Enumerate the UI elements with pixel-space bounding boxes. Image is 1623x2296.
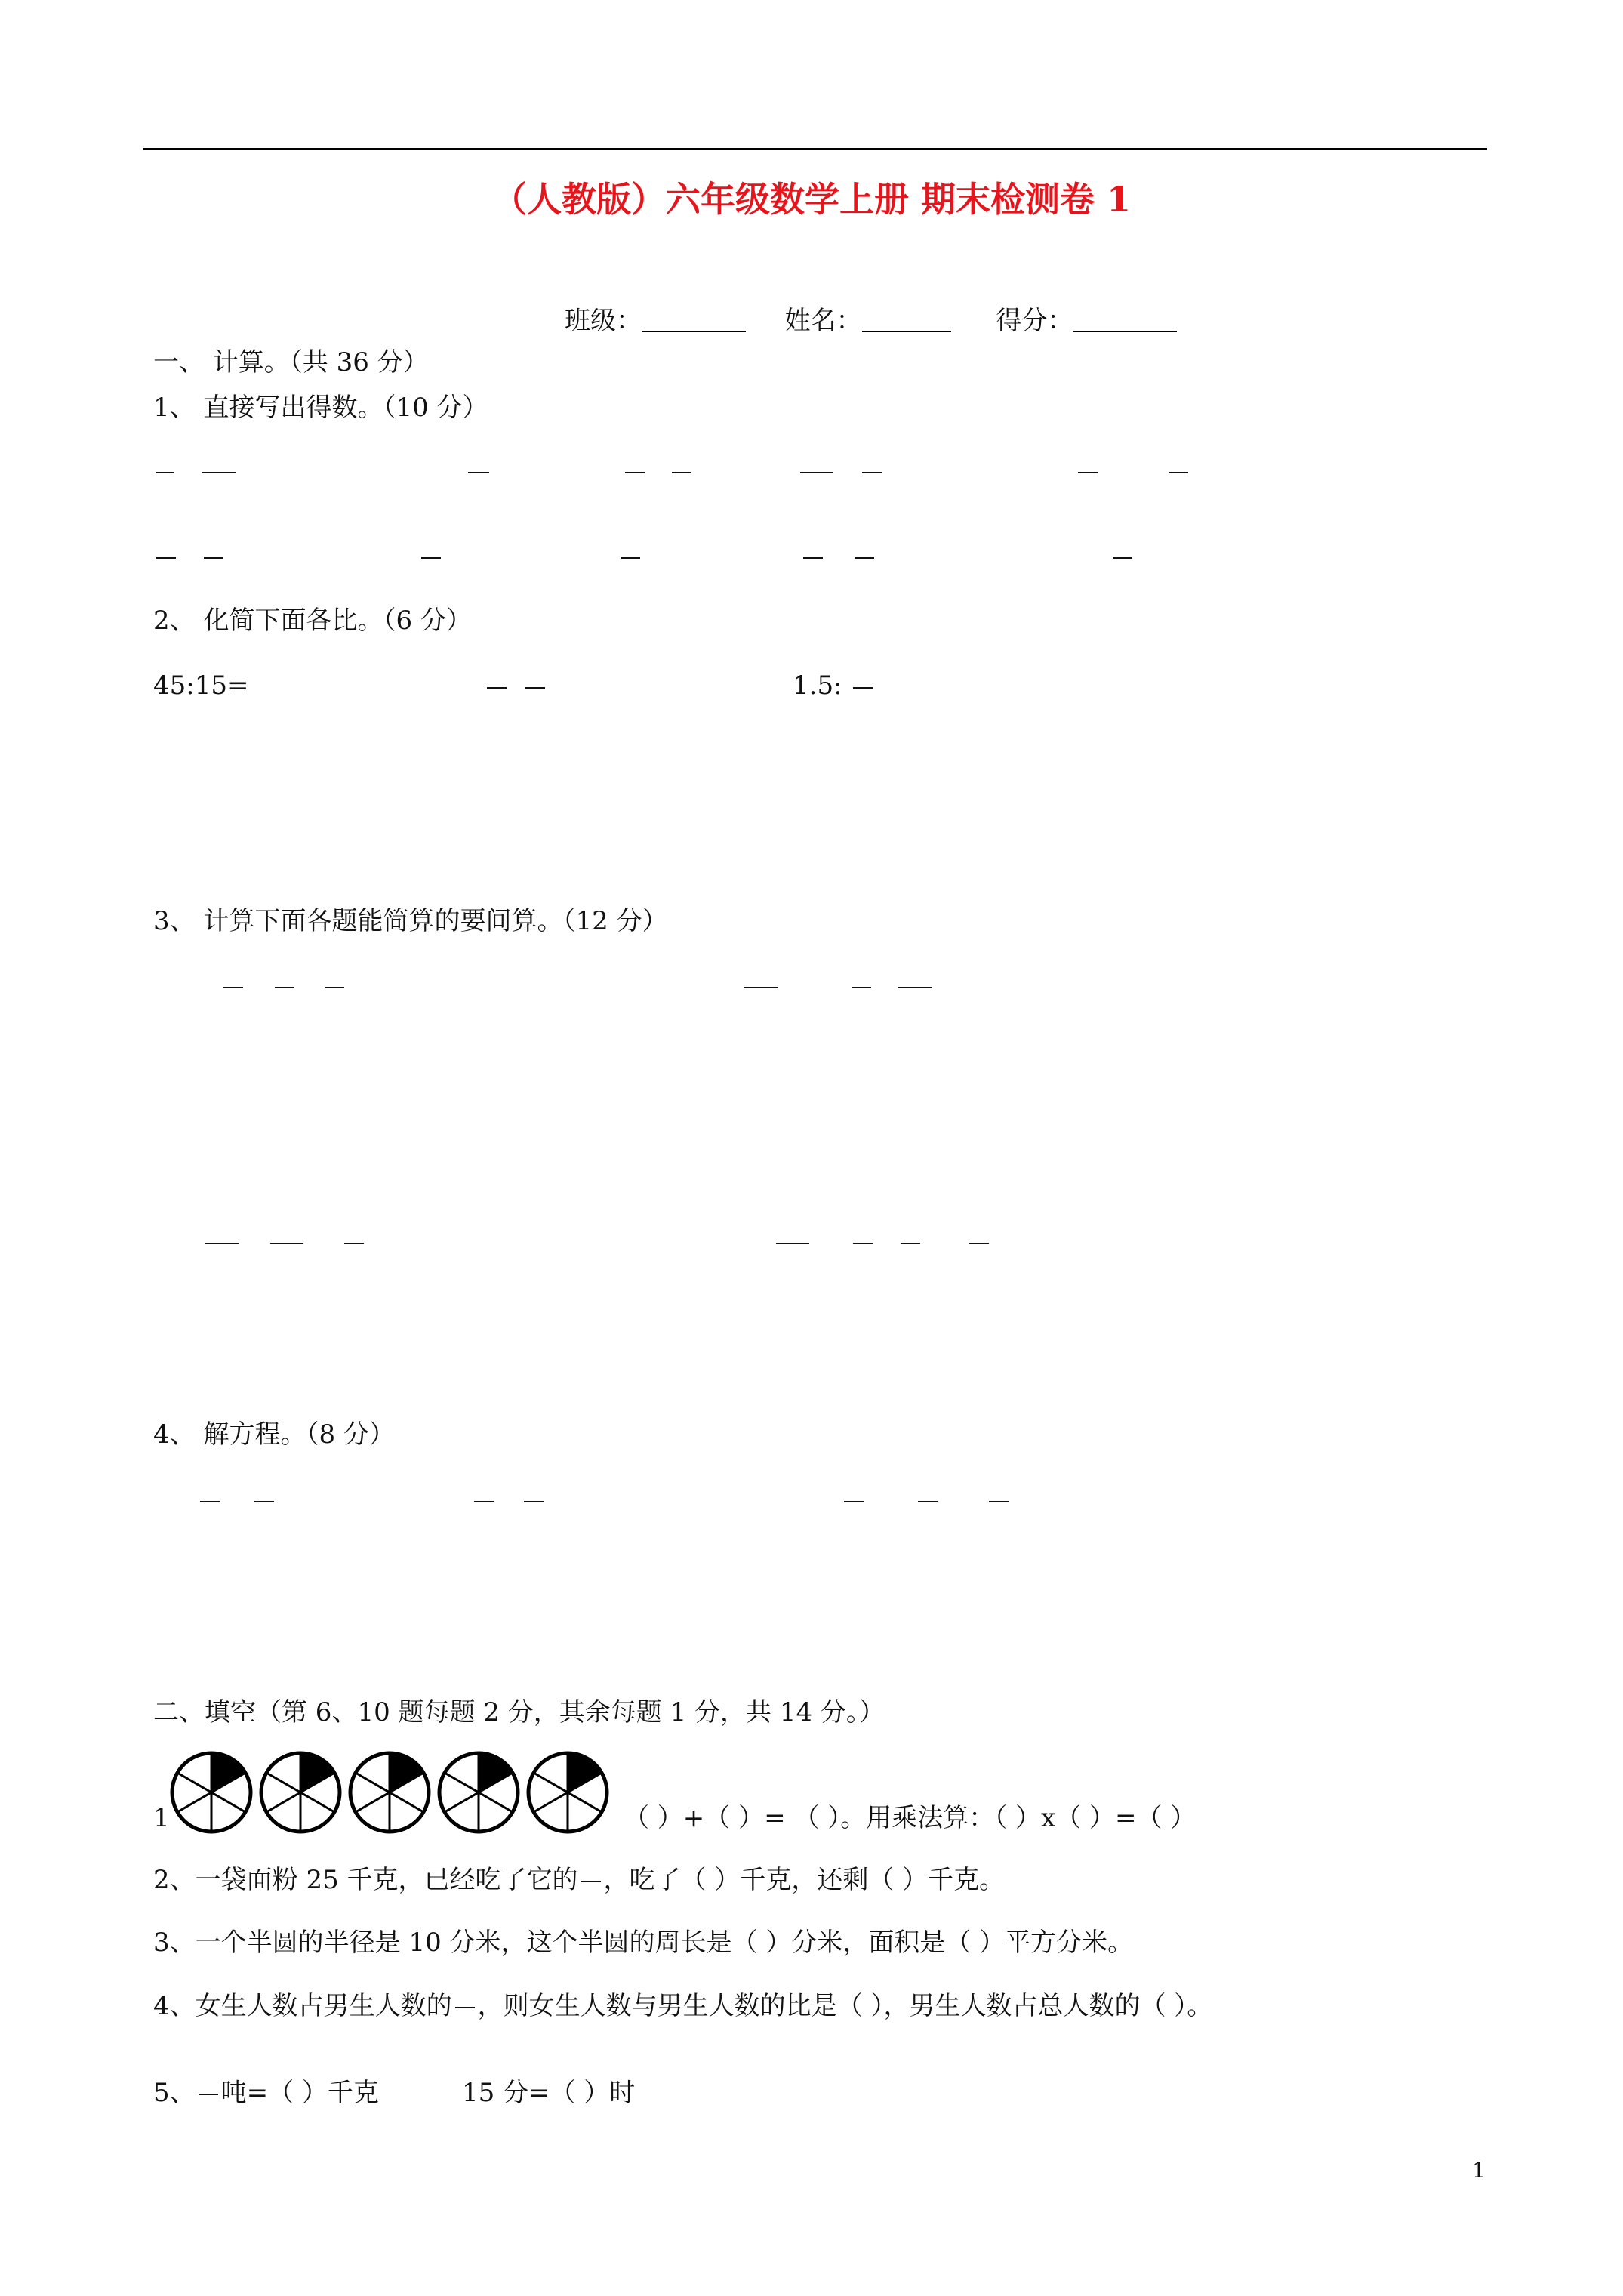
s2-q5 (153, 2078, 635, 2108)
fraction-bar (205, 1243, 239, 1244)
fraction-bar (852, 987, 871, 988)
fraction-bar (862, 472, 882, 473)
fraction-bar (918, 1501, 938, 1502)
fraction-bar (525, 687, 545, 689)
s2-q4-part-a: 4、女生人数占男生人数的 (153, 1991, 452, 2021)
q2-item-c: 1.5: (793, 670, 842, 701)
fraction-bar (776, 1243, 809, 1244)
score-label: 得分： (996, 306, 1073, 336)
fraction-bar (487, 687, 507, 689)
s2-q3: 3、一个半圆的半径是 10 分米，这个半圆的周长是（ ）分米，面积是（ ）平方分米。 (153, 1928, 1134, 1958)
fraction-bar (344, 1243, 364, 1244)
fraction-bar (1078, 472, 1098, 473)
fraction-bar (1169, 472, 1188, 473)
fraction-bar (625, 472, 645, 473)
section2-heading: 二、填空（第 6、10 题每题 2 分，其余每题 1 分，共 14 分。） (153, 1697, 885, 1727)
fraction-bar (223, 987, 243, 988)
fraction-bar (621, 557, 640, 559)
s2-q2 (153, 1865, 1005, 1895)
name-label: 姓名： (784, 306, 862, 336)
page-title: （人教版）六年级数学上册 期末检测卷 1 (491, 179, 1132, 220)
fraction-bar (524, 1501, 544, 1502)
fraction-circle (261, 1753, 340, 1832)
fraction-bar (744, 987, 778, 988)
fraction-circle (528, 1753, 607, 1832)
fraction-bar (853, 687, 873, 689)
page-number: 1 (1472, 2158, 1486, 2183)
header-rule (143, 148, 1487, 150)
fraction-bar (1113, 557, 1132, 559)
fraction-circles-figure (168, 1750, 621, 1835)
fraction-circle (439, 1753, 518, 1832)
fraction-bar (468, 472, 489, 473)
fraction-bar (800, 472, 833, 473)
fraction-bar (581, 1881, 601, 1882)
s2-q5-part-b: 吨=（ ）千克 (220, 2078, 379, 2108)
q2-title: 2、 化简下面各比。（6 分） (153, 606, 472, 636)
fraction-bar (474, 1501, 494, 1502)
s2-q4 (153, 1991, 1212, 2021)
fraction-bar (898, 987, 932, 988)
fraction-bar (156, 557, 176, 559)
fraction-bar (156, 472, 174, 473)
fraction-bar (855, 557, 874, 559)
s2-q5-part-a: 5、 (153, 2078, 196, 2108)
s2-q2-part-a: 2、一袋面粉 25 千克，已经吃了它的 (153, 1865, 578, 1895)
info-line (565, 306, 1177, 336)
score-blank[interactable] (1073, 307, 1177, 332)
fraction-bar (325, 987, 344, 988)
fraction-bar (844, 1501, 864, 1502)
fraction-circle (350, 1753, 429, 1832)
name-blank[interactable] (862, 307, 951, 332)
fraction-circle (172, 1753, 251, 1832)
s2-q2-part-b: ，吃了（ ）千克，还剩（ ）千克。 (603, 1865, 1006, 1895)
fraction-bar (254, 1501, 274, 1502)
fraction-bar (455, 2007, 475, 2008)
q1-title: 1、 直接写出得数。（10 分） (153, 393, 488, 423)
fraction-bar (989, 1501, 1009, 1502)
fraction-bar (202, 472, 236, 473)
q2-item-a: 45:15= (153, 670, 249, 701)
s2-q1-number: 1 (153, 1803, 170, 1833)
fraction-bar (853, 1243, 873, 1244)
fraction-bar (200, 1501, 220, 1502)
class-blank[interactable] (642, 307, 746, 332)
q4-title: 4、 解方程。（8 分） (153, 1419, 395, 1450)
s2-q4-part-b: ，则女生人数与男生人数的比是（ ），男生人数占总人数的（ ）。 (477, 1991, 1213, 2021)
fraction-bar (199, 2094, 218, 2095)
fraction-bar (901, 1243, 920, 1244)
fraction-bar (270, 1243, 303, 1244)
fraction-bar (421, 557, 441, 559)
section1-heading: 一、 计算。（共 36 分） (153, 347, 429, 378)
s2-q5-part-c: 15 分=（ ）时 (461, 2078, 636, 2108)
fraction-bar (803, 557, 823, 559)
fraction-bar (204, 557, 223, 559)
fraction-bar (672, 472, 691, 473)
fraction-bar (969, 1243, 989, 1244)
class-label: 班级： (565, 306, 642, 336)
s2-q1-text: （ ）+（ ）= （ ）。用乘法算：（ ）x（ ）=（ ） (624, 1803, 1196, 1833)
q3-title: 3、 计算下面各题能简算的要间算。（12 分） (153, 906, 668, 936)
fraction-bar (275, 987, 294, 988)
